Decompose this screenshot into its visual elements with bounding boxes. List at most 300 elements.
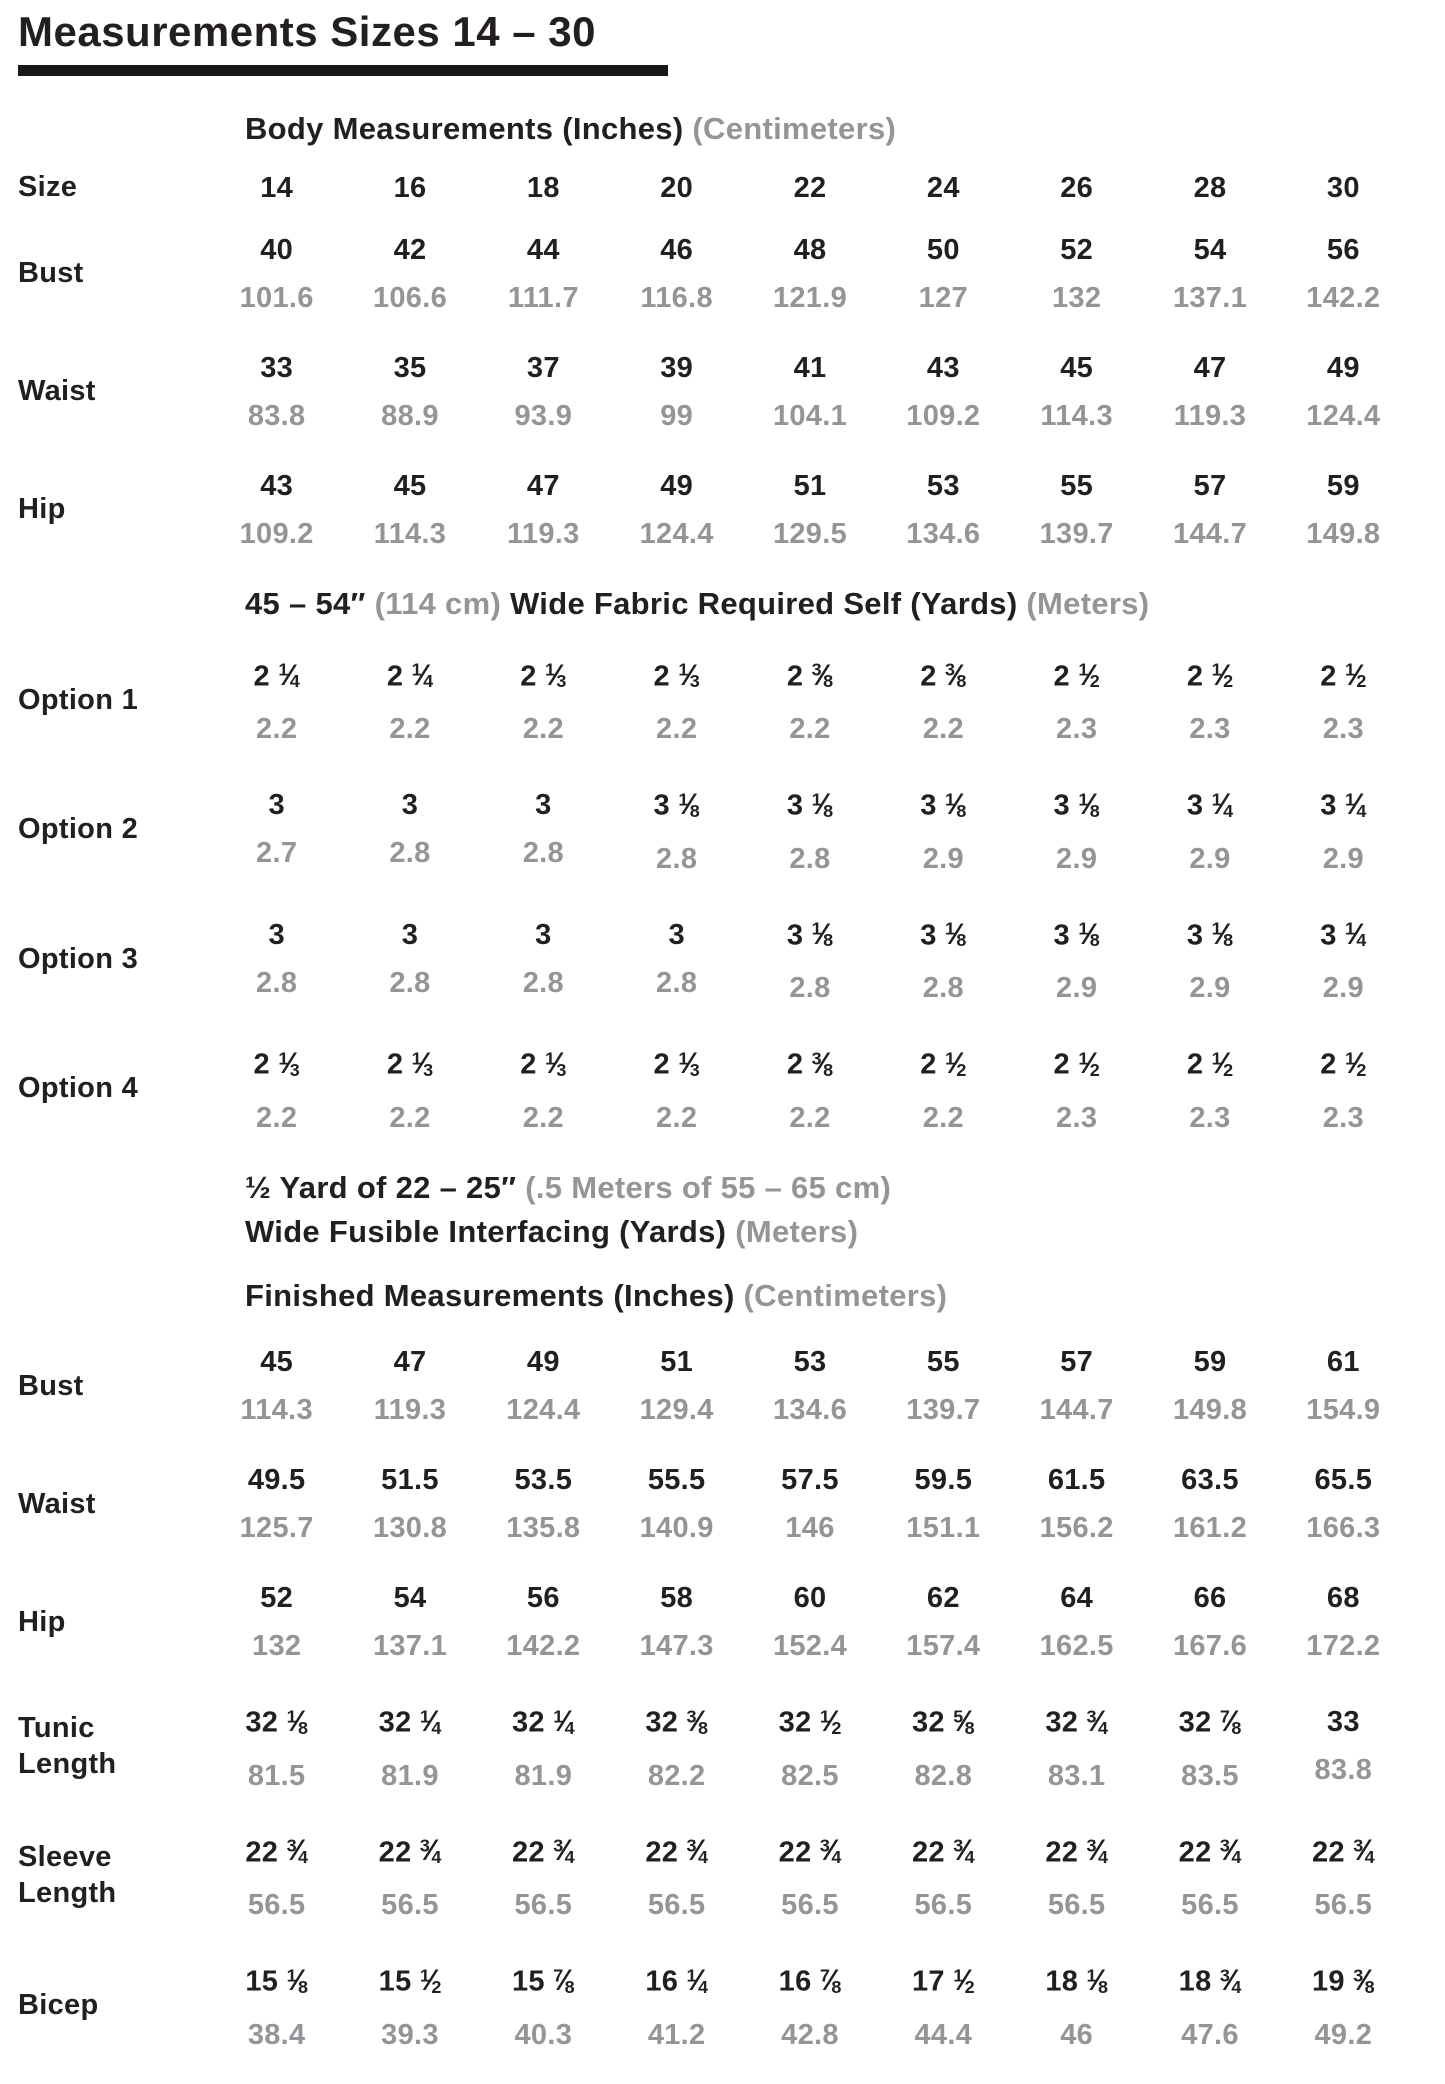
cm-value: 38.4 bbox=[247, 2018, 306, 2051]
fraction: $^3$⁄4 bbox=[1219, 1834, 1242, 1868]
cm-value: 152.4 bbox=[772, 1630, 848, 1663]
inches-value: 2 $^1$⁄2 bbox=[1186, 658, 1234, 693]
fraction: $^1$⁄8 bbox=[1086, 1963, 1108, 1997]
inches-value: 40 bbox=[260, 233, 294, 266]
cm-value: 142.2 bbox=[506, 1630, 581, 1663]
body-measurements-table bbox=[15, 164, 1410, 558]
inches-value: 22 $^3$⁄4 bbox=[1312, 1834, 1375, 1869]
inches-value: 59.5 bbox=[914, 1464, 973, 1497]
inches-value: 2 $^3$⁄8 bbox=[920, 658, 967, 693]
cm-value: 56.5 bbox=[514, 1889, 573, 1922]
row-label: Hip bbox=[18, 1606, 66, 1639]
measurement-cell bbox=[1143, 775, 1276, 883]
cm-value: 2.9 bbox=[1189, 972, 1231, 1005]
fraction: $^1$⁄8 bbox=[945, 788, 967, 822]
measurement-cell bbox=[610, 344, 743, 440]
cm-value: 106.6 bbox=[372, 281, 448, 314]
inches-value: 2 $^1$⁄2 bbox=[1053, 1047, 1100, 1081]
measurement-cell bbox=[343, 1338, 476, 1434]
measurement-cell bbox=[477, 226, 610, 322]
inches-value: 32 $^1$⁄2 bbox=[778, 1704, 842, 1739]
cm-value: 2.2 bbox=[522, 713, 564, 746]
fraction: $^1$⁄4 bbox=[419, 1704, 442, 1738]
cm-value: 139.7 bbox=[1039, 517, 1114, 550]
inches-value: 20 bbox=[660, 171, 694, 204]
inches-value: 45 bbox=[260, 1346, 294, 1379]
inches-value: 16 $^7$⁄8 bbox=[778, 1963, 842, 1998]
fraction: $^1$⁄8 bbox=[811, 917, 834, 951]
fraction: $^1$⁄3 bbox=[545, 1047, 567, 1081]
fraction: $^3$⁄4 bbox=[286, 1834, 308, 1868]
cm-value: 167.6 bbox=[1172, 1630, 1248, 1663]
inches-value: 55 bbox=[1060, 469, 1094, 502]
cm-value: 2.9 bbox=[922, 842, 964, 875]
measurement-cell bbox=[210, 344, 343, 440]
fraction: $^1$⁄3 bbox=[545, 658, 567, 692]
inches-value: 16 $^1$⁄4 bbox=[645, 1963, 708, 1998]
cm-value: 2.2 bbox=[256, 1101, 298, 1134]
measurement-cell bbox=[1277, 1338, 1410, 1434]
cm-value: 2.3 bbox=[1056, 713, 1098, 746]
row-label: Waist bbox=[18, 375, 96, 408]
inches-value: 2 $^3$⁄8 bbox=[786, 1047, 834, 1081]
cm-value: 109.2 bbox=[906, 399, 981, 432]
inches-value: 66 bbox=[1193, 1582, 1227, 1615]
cm-value: 49.2 bbox=[1314, 2018, 1373, 2051]
cm-value: 2.2 bbox=[922, 1101, 964, 1134]
cm-value: 56.5 bbox=[381, 1889, 439, 1922]
measurement-cell bbox=[477, 1338, 610, 1434]
measurement-cell bbox=[477, 1951, 610, 2059]
fraction: $^3$⁄8 bbox=[811, 1047, 834, 1081]
measurement-cell bbox=[743, 1456, 876, 1552]
cm-value: 83.5 bbox=[1181, 1759, 1239, 1792]
fraction: $^1$⁄3 bbox=[278, 1047, 300, 1081]
inches-value: 2 $^1$⁄4 bbox=[253, 658, 300, 693]
measurement-cell bbox=[343, 164, 476, 212]
measurement-cell bbox=[1143, 905, 1276, 1013]
cm-value: 99 bbox=[660, 399, 694, 432]
cm-value: 132 bbox=[1052, 281, 1102, 314]
measurement-cell bbox=[343, 1456, 476, 1552]
inches-value: 53 bbox=[926, 469, 960, 502]
cm-value: 2.9 bbox=[1056, 972, 1098, 1005]
measurement-cell bbox=[210, 646, 343, 754]
cm-value: 56.5 bbox=[247, 1889, 306, 1922]
cm-value: 137.1 bbox=[372, 1630, 448, 1663]
measurement-cell bbox=[743, 1951, 876, 2059]
fraction: $^1$⁄2 bbox=[419, 1963, 442, 1997]
cm-value: 83.8 bbox=[247, 399, 306, 432]
cm-value: 2.3 bbox=[1189, 713, 1231, 746]
inches-value: 63.5 bbox=[1181, 1464, 1239, 1497]
inches-value: 48 bbox=[793, 233, 827, 266]
inches-value: 51 bbox=[660, 1346, 694, 1379]
interfacing-label-part: Wide Fusible Interfacing (Yards) bbox=[245, 1213, 727, 1249]
cm-value: 2.3 bbox=[1189, 1101, 1231, 1134]
measurement-cell bbox=[1143, 1574, 1276, 1670]
inches-value: 22 $^3$⁄4 bbox=[912, 1834, 975, 1869]
measurement-cell bbox=[1277, 462, 1410, 558]
cm-value: 93.9 bbox=[514, 399, 573, 432]
measurement-cell bbox=[1277, 1034, 1410, 1142]
fraction: $^1$⁄3 bbox=[678, 658, 700, 692]
measurement-cell bbox=[477, 1822, 610, 1930]
inches-value: 51 bbox=[793, 469, 827, 502]
inches-value: 18 $^1$⁄8 bbox=[1045, 1963, 1108, 1998]
cm-value: 151.1 bbox=[906, 1512, 981, 1545]
inches-value: 2 $^1$⁄3 bbox=[520, 658, 567, 693]
measurement-cell bbox=[743, 1822, 876, 1930]
fraction: $^3$⁄4 bbox=[553, 1834, 575, 1868]
inches-value: 3 $^1$⁄8 bbox=[1053, 917, 1100, 952]
inches-value: 2 $^1$⁄3 bbox=[520, 1047, 567, 1081]
fraction: $^5$⁄8 bbox=[953, 1704, 975, 1738]
inches-value: 15 $^1$⁄8 bbox=[245, 1963, 308, 1998]
inches-value: 32 $^3$⁄8 bbox=[645, 1704, 708, 1739]
interfacing-heading bbox=[15, 1166, 1445, 1254]
measurement-cell bbox=[610, 911, 743, 1007]
inches-value: 2 $^1$⁄2 bbox=[1053, 658, 1100, 693]
inches-value: 49 bbox=[660, 469, 694, 502]
inches-value: 57 bbox=[1193, 469, 1227, 502]
fraction: $^1$⁄4 bbox=[553, 1704, 575, 1738]
measurement-cell bbox=[610, 646, 743, 754]
measurement-cell bbox=[1010, 1574, 1143, 1670]
title-underline bbox=[18, 65, 668, 76]
measurement-cell bbox=[877, 1822, 1010, 1930]
cm-value: 124.4 bbox=[506, 1394, 581, 1427]
cm-value: 56.5 bbox=[1047, 1889, 1106, 1922]
fabric-required-heading bbox=[15, 584, 1445, 624]
cm-value: 119.3 bbox=[373, 1394, 447, 1427]
cm-value: 104.1 bbox=[772, 399, 848, 432]
inches-value: 2 $^3$⁄8 bbox=[786, 658, 834, 693]
measurement-cell bbox=[210, 911, 343, 1007]
inches-value: 43 bbox=[926, 351, 960, 384]
measurement-cell bbox=[477, 164, 610, 212]
inches-value: 3 $^1$⁄4 bbox=[1320, 917, 1367, 952]
inches-value: 2 $^1$⁄2 bbox=[1320, 1047, 1367, 1081]
inches-value: 57.5 bbox=[781, 1464, 839, 1497]
measurement-cell bbox=[343, 1822, 476, 1930]
cm-value: 2.2 bbox=[522, 1101, 564, 1134]
cm-value: 2.8 bbox=[922, 972, 964, 1005]
measurement-cell bbox=[477, 1692, 610, 1800]
fraction: $^3$⁄8 bbox=[945, 658, 967, 692]
cm-value: 111.7 bbox=[507, 281, 579, 314]
cm-value: 129.4 bbox=[639, 1394, 714, 1427]
measurement-cell bbox=[477, 911, 610, 1007]
inches-value: 3 $^1$⁄8 bbox=[920, 917, 967, 952]
cm-value: 154.9 bbox=[1306, 1394, 1381, 1427]
fraction: $^1$⁄8 bbox=[1078, 788, 1100, 822]
measurement-cell bbox=[877, 226, 1010, 322]
cm-value: 134.6 bbox=[906, 517, 981, 550]
measurement-cell bbox=[1010, 344, 1143, 440]
inches-value: 14 bbox=[260, 171, 294, 204]
cm-value: 40.3 bbox=[514, 2018, 573, 2051]
cm-value: 139.7 bbox=[906, 1394, 981, 1427]
cm-value: 101.6 bbox=[239, 281, 314, 314]
measurement-cell bbox=[743, 905, 876, 1013]
cm-value: 2.8 bbox=[389, 837, 431, 870]
page-title: Measurements Sizes 14 – 30 bbox=[18, 8, 596, 55]
cm-value: 119.3 bbox=[507, 517, 580, 550]
inches-value: 30 bbox=[1326, 171, 1360, 204]
interfacing-meters-label-part: (Meters) bbox=[735, 1213, 859, 1249]
inches-value: 52 bbox=[1060, 233, 1094, 266]
cm-value: 2.8 bbox=[656, 966, 698, 999]
measurement-cell bbox=[743, 462, 876, 558]
inches-value: 22 $^3$⁄4 bbox=[245, 1834, 308, 1869]
fraction: $^1$⁄4 bbox=[411, 658, 434, 692]
cm-value: 2.2 bbox=[389, 1101, 431, 1134]
cm-value: 135.8 bbox=[506, 1512, 581, 1545]
fraction: $^1$⁄8 bbox=[286, 1704, 308, 1738]
measurement-cell bbox=[1277, 905, 1410, 1013]
inches-value: 61 bbox=[1326, 1346, 1360, 1379]
measurement-cell bbox=[610, 1338, 743, 1434]
inches-value: 3 $^1$⁄8 bbox=[1053, 788, 1100, 822]
measurement-cell bbox=[1143, 462, 1276, 558]
fraction: $^1$⁄2 bbox=[1211, 1047, 1234, 1081]
cm-value: 81.9 bbox=[381, 1759, 439, 1792]
inches-value: 52 bbox=[260, 1582, 294, 1615]
cm-value: 121.9 bbox=[772, 281, 848, 314]
inches-value: 18 $^3$⁄4 bbox=[1178, 1963, 1242, 1998]
row-label: Bust bbox=[18, 257, 84, 290]
cm-value: 2.3 bbox=[1322, 1101, 1364, 1134]
inches-value: 17 $^1$⁄2 bbox=[912, 1963, 975, 1998]
measurement-cell bbox=[1010, 1034, 1143, 1142]
inches-value: 62 bbox=[926, 1582, 960, 1615]
measurement-cell bbox=[1143, 1951, 1276, 2059]
inches-value: 28 bbox=[1193, 171, 1227, 204]
section-finished-measurements bbox=[15, 1276, 1445, 2059]
cm-value: 2.2 bbox=[922, 713, 964, 746]
inches-value: 32 $^5$⁄8 bbox=[912, 1704, 975, 1739]
fraction: $^1$⁄4 bbox=[1345, 917, 1367, 951]
measurement-cell bbox=[1277, 226, 1410, 322]
interfacing-line-2 bbox=[245, 1210, 1445, 1254]
measurement-cell bbox=[477, 462, 610, 558]
inches-value: 55.5 bbox=[647, 1464, 706, 1497]
cm-value: 114.3 bbox=[240, 1394, 313, 1427]
table-row bbox=[15, 462, 1410, 558]
inches-value: 64 bbox=[1060, 1582, 1094, 1615]
inches-value: 65.5 bbox=[1314, 1464, 1373, 1497]
measurement-cell bbox=[210, 462, 343, 558]
inches-value: 32 $^1$⁄4 bbox=[512, 1704, 575, 1739]
table-row bbox=[15, 1034, 1410, 1142]
interfacing-yard-part: ½ Yard of 22 – 25″ bbox=[245, 1169, 517, 1205]
measurement-cell bbox=[477, 1574, 610, 1670]
fraction: $^1$⁄2 bbox=[1345, 1047, 1367, 1081]
measurement-cell bbox=[1143, 1456, 1276, 1552]
measurement-cell bbox=[1277, 1951, 1410, 2059]
inches-value: 37 bbox=[526, 351, 560, 384]
cm-value: 2.9 bbox=[1322, 972, 1364, 1005]
measurement-cell bbox=[343, 1951, 476, 2059]
inches-value: 41 bbox=[793, 351, 827, 384]
cm-value: 2.8 bbox=[389, 966, 431, 999]
measurement-cell bbox=[1143, 646, 1276, 754]
cm-value: 156.2 bbox=[1039, 1512, 1114, 1545]
inches-value: 3 $^1$⁄8 bbox=[920, 788, 967, 822]
cm-value: 127 bbox=[918, 281, 968, 314]
measurement-cell bbox=[1143, 1692, 1276, 1800]
cm-value: 2.8 bbox=[789, 842, 831, 875]
cm-value: 137.1 bbox=[1172, 281, 1248, 314]
inches-value: 15 $^7$⁄8 bbox=[512, 1963, 575, 1998]
inches-value: 32 $^1$⁄4 bbox=[378, 1704, 442, 1739]
inches-value: 19 $^3$⁄8 bbox=[1312, 1963, 1375, 1998]
fraction: $^1$⁄8 bbox=[1078, 917, 1100, 951]
inches-value: 55 bbox=[926, 1346, 960, 1379]
measurement-cell bbox=[877, 462, 1010, 558]
measurement-cell bbox=[610, 164, 743, 212]
row-label: Sleeve Length bbox=[18, 1841, 117, 1910]
measurement-cell bbox=[1143, 1034, 1276, 1142]
measurement-cell bbox=[1010, 226, 1143, 322]
row-label: Option 4 bbox=[18, 1072, 138, 1105]
cm-value: 2.9 bbox=[1056, 842, 1098, 875]
cm-value: 44.4 bbox=[914, 2018, 973, 2051]
measurement-cell bbox=[877, 646, 1010, 754]
measurement-cell bbox=[877, 1338, 1010, 1434]
fraction: $^3$⁄4 bbox=[1086, 1704, 1108, 1738]
cm-value: 2.8 bbox=[256, 966, 298, 999]
inches-value: 50 bbox=[926, 233, 960, 266]
row-label: Option 2 bbox=[18, 813, 138, 846]
measurement-cell bbox=[477, 1034, 610, 1142]
fraction: $^1$⁄2 bbox=[1078, 1047, 1100, 1081]
inches-value: 49 bbox=[526, 1346, 560, 1379]
inches-value: 2 $^1$⁄2 bbox=[1320, 658, 1367, 693]
inches-value: 32 $^3$⁄4 bbox=[1045, 1704, 1108, 1739]
measurement-cell bbox=[1277, 1822, 1410, 1930]
cm-value: 146 bbox=[785, 1512, 835, 1545]
measurement-cell bbox=[877, 1692, 1010, 1800]
inches-value: 54 bbox=[393, 1582, 427, 1615]
table-row bbox=[15, 1951, 1410, 2059]
fraction: $^1$⁄8 bbox=[945, 917, 967, 951]
row-label: Size bbox=[18, 171, 78, 204]
measurement-cell bbox=[1143, 344, 1276, 440]
measurement-cell bbox=[1277, 1456, 1410, 1552]
cm-value: 2.2 bbox=[656, 713, 698, 746]
inches-value: 43 bbox=[260, 469, 294, 502]
fabric-width-part: 45 – 54″ bbox=[245, 585, 366, 621]
inches-value: 22 $^3$⁄4 bbox=[1178, 1834, 1242, 1869]
measurement-cell bbox=[210, 781, 343, 877]
row-label: Option 1 bbox=[18, 683, 138, 716]
inches-value: 3 $^1$⁄4 bbox=[1186, 788, 1234, 822]
heading-inches-part: Body Measurements (Inches) bbox=[245, 111, 684, 147]
inches-value: 3 bbox=[401, 918, 419, 951]
inches-value: 45 bbox=[1060, 351, 1094, 384]
measurement-cell bbox=[610, 775, 743, 883]
measurement-cell bbox=[877, 1034, 1010, 1142]
measurement-cell bbox=[743, 1574, 876, 1670]
measurement-cell bbox=[743, 646, 876, 754]
inches-value: 32 $^1$⁄8 bbox=[245, 1704, 308, 1739]
measurement-cell bbox=[343, 1574, 476, 1670]
measurement-cell bbox=[210, 1692, 343, 1800]
measurement-cell bbox=[610, 1692, 743, 1800]
measurement-cell bbox=[343, 462, 476, 558]
cm-value: 56.5 bbox=[647, 1889, 706, 1922]
cm-value: 2.3 bbox=[1056, 1101, 1098, 1134]
inches-value: 2 $^1$⁄3 bbox=[386, 1047, 434, 1081]
fraction: $^1$⁄4 bbox=[278, 658, 300, 692]
cm-value: 39.3 bbox=[381, 2018, 439, 2051]
measurement-cell bbox=[610, 1456, 743, 1552]
cm-value: 116.8 bbox=[640, 281, 713, 314]
cm-value: 124.4 bbox=[639, 517, 714, 550]
fraction: $^7$⁄8 bbox=[1219, 1704, 1242, 1738]
measurement-cell bbox=[1010, 1822, 1143, 1930]
inches-value: 53 bbox=[793, 1346, 827, 1379]
cm-value: 125.7 bbox=[239, 1512, 314, 1545]
cm-value: 114.3 bbox=[1040, 399, 1113, 432]
measurement-cell bbox=[610, 1951, 743, 2059]
measurement-cell bbox=[343, 911, 476, 1007]
fraction: $^1$⁄4 bbox=[1345, 788, 1367, 822]
inches-value: 22 $^3$⁄4 bbox=[645, 1834, 708, 1869]
heading-centimeters-part: (Centimeters) bbox=[692, 111, 897, 147]
fraction: $^1$⁄2 bbox=[1345, 658, 1367, 692]
table-row bbox=[15, 1338, 1410, 1434]
inches-value: 47 bbox=[393, 1346, 427, 1379]
table-row bbox=[15, 905, 1410, 1013]
cm-value: 46 bbox=[1060, 2018, 1094, 2051]
body-measurements-heading bbox=[15, 109, 1445, 149]
measurement-cell bbox=[1010, 775, 1143, 883]
measurement-cell bbox=[610, 1574, 743, 1670]
row-label: Tunic Length bbox=[18, 1711, 117, 1780]
cm-value: 2.2 bbox=[656, 1101, 698, 1134]
cm-value: 132 bbox=[252, 1630, 302, 1663]
inches-value: 56 bbox=[526, 1582, 560, 1615]
cm-value: 2.3 bbox=[1322, 713, 1364, 746]
inches-value: 24 bbox=[926, 171, 960, 204]
cm-value: 2.2 bbox=[256, 713, 298, 746]
measurement-cell bbox=[210, 1822, 343, 1930]
cm-value: 119.3 bbox=[1173, 399, 1247, 432]
measurement-cell bbox=[210, 1456, 343, 1552]
cm-value: 166.3 bbox=[1306, 1512, 1381, 1545]
table-row bbox=[15, 1574, 1410, 1670]
inches-value: 68 bbox=[1326, 1582, 1360, 1615]
inches-value: 53.5 bbox=[514, 1464, 573, 1497]
cm-value: 134.6 bbox=[772, 1394, 848, 1427]
inches-value: 22 $^3$⁄4 bbox=[378, 1834, 442, 1869]
measurement-cell bbox=[1143, 1338, 1276, 1434]
cm-value: 56.5 bbox=[1181, 1889, 1239, 1922]
measurement-cell bbox=[1277, 344, 1410, 440]
measurement-cell bbox=[343, 781, 476, 877]
fraction: $^3$⁄8 bbox=[1353, 1963, 1375, 1997]
inches-value: 46 bbox=[660, 233, 694, 266]
inches-value: 42 bbox=[393, 233, 427, 266]
cm-value: 2.2 bbox=[789, 1101, 831, 1134]
inches-value: 2 $^1$⁄2 bbox=[1186, 1047, 1234, 1081]
measurement-cell bbox=[1143, 226, 1276, 322]
cm-value: 2.2 bbox=[389, 713, 431, 746]
measurement-cell bbox=[877, 1456, 1010, 1552]
